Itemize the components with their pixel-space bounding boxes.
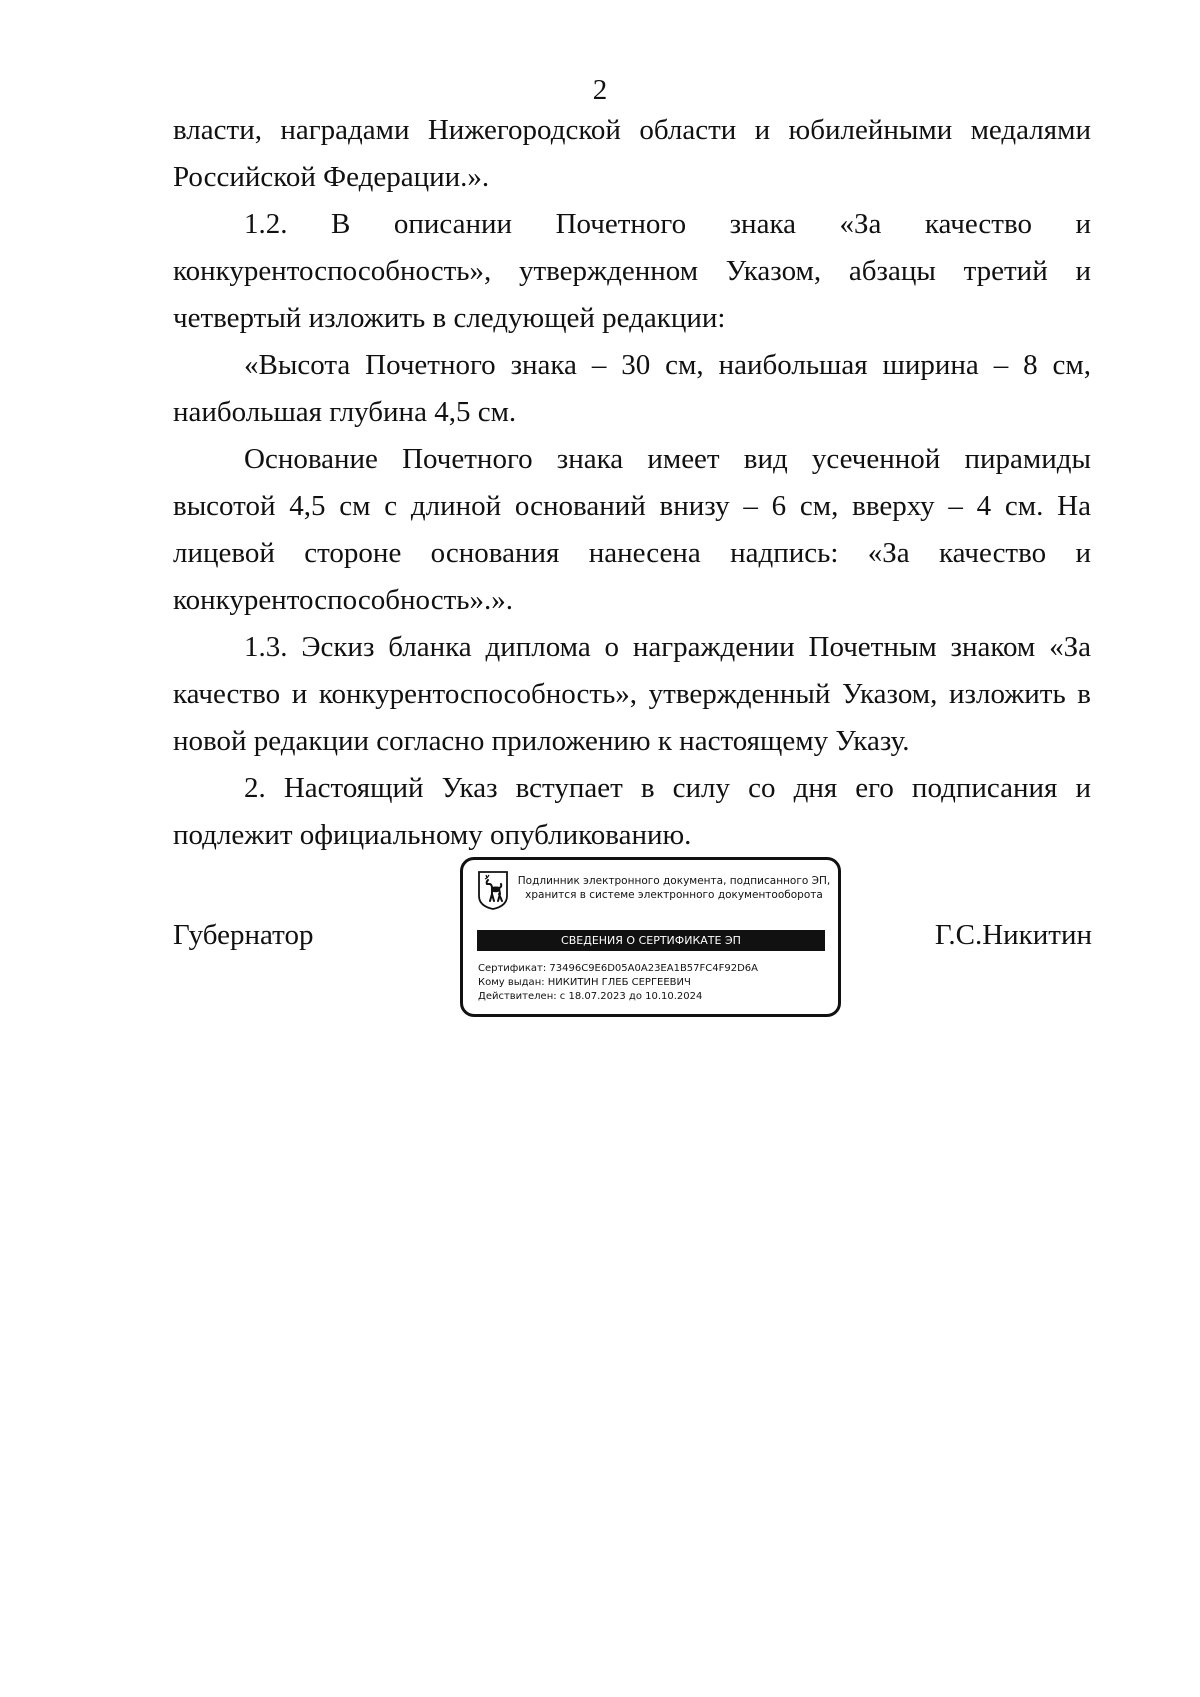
paragraph-height-description: «Высота Почетного знака – 30 см, наибольшая ширина – 8 см, наибольшая глубина 4,5 см. [173,349,1091,428]
signer-position: Губернатор [173,919,314,951]
stamp-details [478,962,758,1004]
stamp-header-line-2: хранится в системе электронного документооборота [525,889,823,901]
deer-emblem-icon [477,870,509,910]
stamp-header [515,874,833,902]
paragraph-item-1-2: 1.2. В описании Почетного знака «За качество и конкурентоспособность», утвержденном Указом, абзацы третий и четвертый изложить в следующей редакции: [173,208,1091,334]
page-number: 2 [592,74,608,106]
stamp-issued-to: Кому выдан: НИКИТИН ГЛЕБ СЕРГЕЕВИЧ [478,977,691,988]
stamp-certificate-number: Сертификат: 73496C9E6D05A0A23EA1B57FC4F92D6A [478,963,759,974]
signer-name: Г.С.Никитин [934,919,1092,951]
stamp-certificate-title: СВЕДЕНИЯ О СЕРТИФИКАТЕ ЭП [477,930,825,951]
paragraph-base-description: Основание Почетного знака имеет вид усеченной пирамиды высотой 4,5 см с длиной оснований внизу – 6 см, вверху – 4 см. На лицевой стороне основания нанесена надпись: «За качество и конкурентоспособность».». [173,443,1091,616]
document-body [173,107,1091,859]
e-signature-stamp [460,857,841,1017]
stamp-header-line-1: Подлинник электронного документа, подписанного ЭП, [517,875,831,887]
paragraph-continuation: власти, наградами Нижегородской области и юбилейными медалями Российской Федерации.». [173,114,1091,193]
paragraph-item-1-3: 1.3. Эскиз бланка диплома о награждении Почетным знаком «За качество и конкурентоспособность», утвержденный Указом, изложить в новой редакции согласно приложению к настоящему Указу. [173,631,1091,757]
stamp-validity: Действителен: с 18.07.2023 до 10.10.2024 [478,991,703,1002]
paragraph-item-2: 2. Настоящий Указ вступает в силу со дня его подписания и подлежит официальному опубликованию. [173,772,1091,851]
